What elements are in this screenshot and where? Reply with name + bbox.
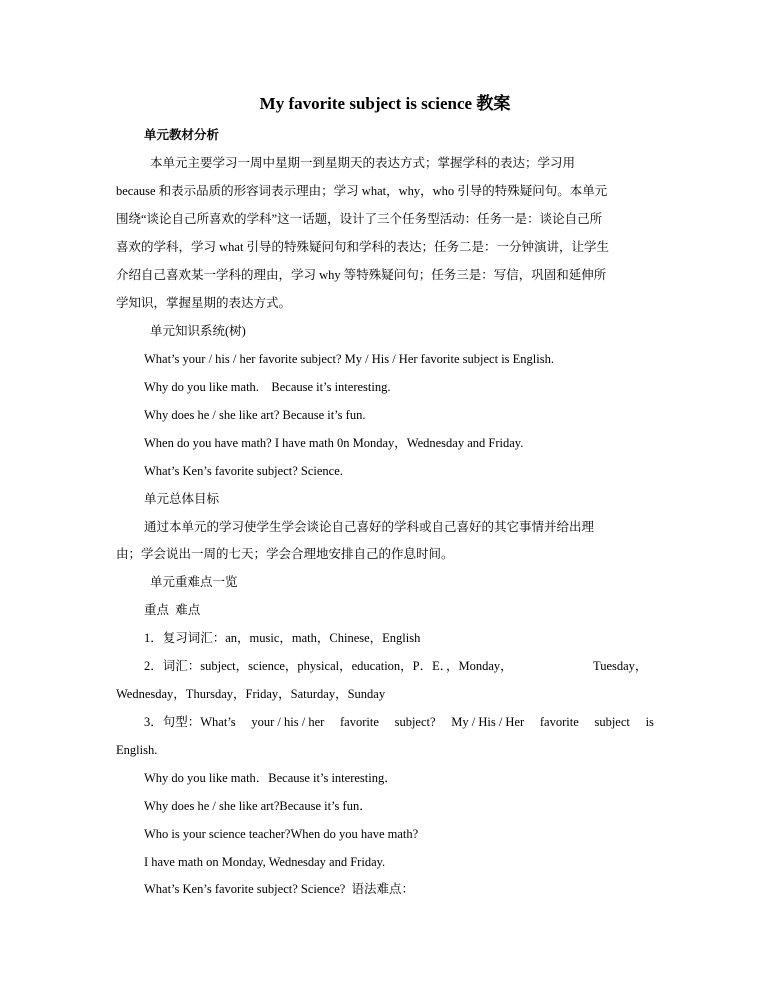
vocab-item-right: Tuesday，	[593, 659, 648, 673]
sentence-pattern-word: your / his / her	[251, 715, 325, 729]
knowledge-line: Why does he / she like art? Because it’s fun.	[144, 408, 366, 422]
vocab-item-left: 2．词汇：subject，science，physical，education，P．E．，Monday，	[144, 659, 513, 673]
knowledge-line: What’s Ken’s favorite subject? Science.	[144, 464, 343, 478]
sentence-line: Why do you like math．Because it’s interesting．	[144, 771, 397, 785]
knowledge-line: Why do you like math. Because it’s interesting.	[144, 380, 391, 394]
analysis-line: 本单元主要学习一周中星期一到星期天的表达方式；掌握学科的表达；学习用	[150, 156, 576, 170]
analysis-line: 学知识，掌握星期的表达方式。	[116, 296, 292, 310]
sentence-line: Why does he / she like art?Because it’s fun．	[144, 799, 372, 813]
goals-line: 通过本单元的学习使学生学会谈论自己喜好的学科或自己喜好的其它事情并给出理	[144, 520, 595, 534]
sentence-pattern-word: favorite	[539, 715, 579, 729]
goals-line: 由；学会说出一周的七天；学会合理地安排自己的作息时间。	[116, 547, 454, 561]
knowledge-heading: 单元知识系统(树)	[150, 324, 246, 338]
analysis-line: 喜欢的学科，学习 what 引导的特殊疑问句和学科的表达；任务二是：一分钟演讲，让学生	[116, 240, 610, 254]
sentence-line: Who is your science teacher?When do you have math?	[144, 827, 419, 841]
knowledge-line: When do you have math? I have math 0n Monday，Wednesday and Friday.	[144, 436, 524, 450]
sentence-line: What’s Ken’s favorite subject? Science? 语法难点：	[144, 882, 415, 896]
sentence-line: I have math on Monday, Wednesday and Friday.	[144, 855, 386, 869]
analysis-line: 介绍自己喜欢某一学科的理由，学习 why 等特殊疑问句；任务三是：写信，巩固和延伸所	[116, 268, 607, 282]
sentence-pattern-item	[144, 713, 654, 731]
sentence-pattern-word: My / His / Her	[451, 715, 525, 729]
sentence-pattern-word: subject	[594, 715, 630, 729]
key-points-heading: 单元重难点一览	[150, 575, 238, 589]
sentence-pattern-continued: English.	[116, 743, 158, 757]
document-title: My favorite subject is science 教案	[259, 94, 511, 113]
sentence-pattern-word: 3．句型：What’s	[144, 715, 236, 729]
goals-heading: 单元总体目标	[144, 492, 220, 506]
sentence-pattern-word: subject?	[394, 715, 436, 729]
analysis-line: because 和表示品质的形容词表示理由；学习 what，why，who 引导的特殊疑问句。本单元	[116, 184, 608, 198]
vocab-review-item: 1．复习词汇：an，music，math，Chinese，English	[144, 631, 421, 645]
sentence-pattern-word: is	[645, 715, 654, 729]
analysis-line: 围绕“谈论自己所喜欢的学科”这一话题，设计了三个任务型活动：任务一是：谈论自己所	[116, 212, 603, 226]
analysis-heading: 单元教材分析	[144, 128, 220, 142]
key-points-subheading: 重点 难点	[144, 603, 201, 617]
sentence-pattern-word: favorite	[340, 715, 379, 729]
knowledge-line: What’s your / his / her favorite subject? My / His / Her favorite subject is English.	[144, 352, 554, 366]
vocab-item-continued: Wednesday，Thursday，Friday，Saturday，Sunday	[116, 687, 386, 701]
